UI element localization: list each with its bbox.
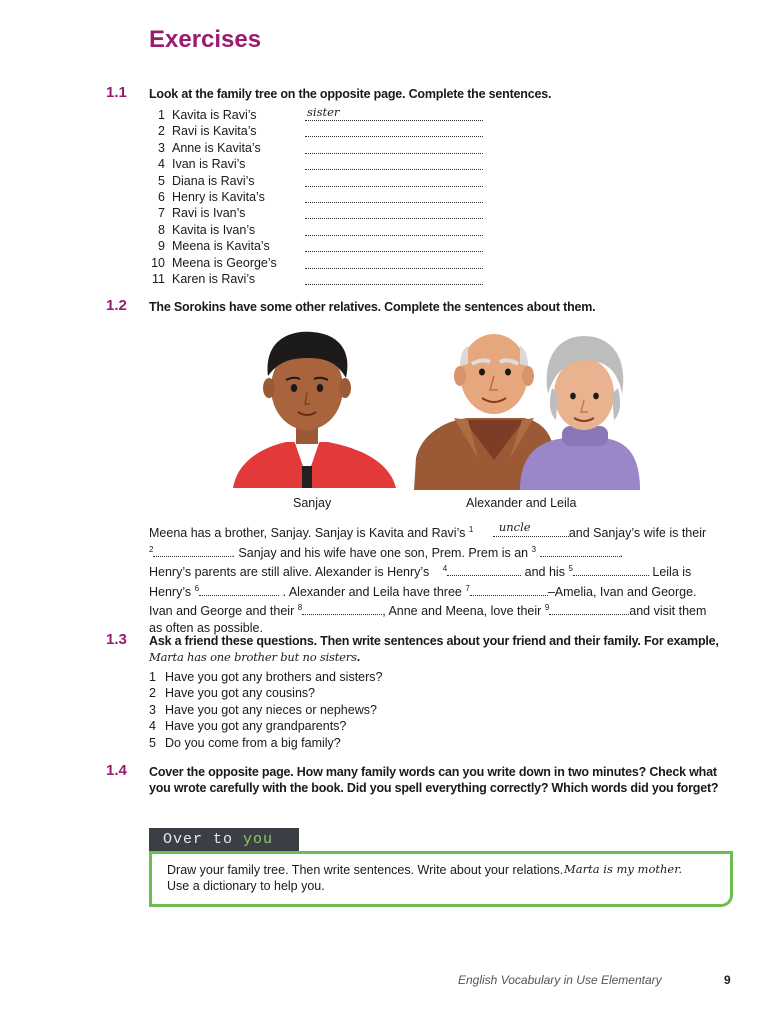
answer-line[interactable] [305, 169, 483, 170]
exercise-number-1-4: 1.4 [106, 762, 127, 779]
instruction-text: . [356, 650, 361, 664]
exercise-1-1-instruction: Look at the family tree on the opposite page. Complete the sentences. [149, 87, 552, 101]
caption-alexander-leila: Alexander and Leila [466, 496, 577, 510]
item-text: Anne is Kavita’s [172, 140, 261, 155]
exercise-number-1-1: 1.1 [106, 84, 127, 101]
page-number: 9 [724, 973, 731, 987]
gap-5[interactable] [573, 564, 649, 576]
item-text: Have you got any brothers and sisters? [165, 670, 383, 684]
item-number: 8 [158, 222, 165, 237]
exercise-1-3-instruction [149, 633, 719, 665]
item-number: 1 [158, 108, 165, 122]
list-item [149, 719, 382, 735]
list-item [149, 206, 509, 222]
caption-sanjay: Sanjay [293, 496, 332, 510]
item-number: 3 [149, 702, 156, 717]
item-text: Ravi is Kavita’s [172, 124, 257, 139]
paragraph-text: as often as possible. [149, 620, 263, 635]
item-text: Have you got any nieces or nephews? [165, 702, 377, 717]
gap-6[interactable] [199, 584, 279, 596]
paragraph-text: Leila is [652, 565, 692, 580]
gap-number: 8 [297, 603, 303, 613]
instruction-text: Ask a friend these questions. Then write sentences about your friend and their family. For example, [149, 634, 719, 648]
gap-8[interactable] [302, 603, 382, 615]
item-text: Ivan is Ravi’s [172, 157, 246, 172]
list-item [149, 272, 509, 288]
item-text: Meena is Kavita’s [172, 239, 270, 254]
example-text: Marta has one brother but no sisters [149, 650, 357, 664]
gap-2[interactable] [153, 545, 231, 557]
item-number: 9 [158, 239, 165, 254]
exercise-1-3-list [149, 670, 382, 752]
gap-number: 9 [544, 603, 550, 613]
list-item [149, 124, 509, 140]
item-text: Have you got any cousins? [165, 686, 316, 701]
list-item [149, 223, 509, 239]
relatives-illustration [228, 328, 643, 490]
item-number: 6 [158, 189, 165, 204]
list-item [149, 105, 509, 124]
list-item [149, 239, 509, 255]
exercise-1-1-list [149, 105, 509, 288]
item-number: 3 [158, 140, 165, 155]
item-text: Ravi is Ivan’s [172, 206, 246, 221]
gap-number: 6 [194, 583, 200, 593]
sanjay-illustration [233, 332, 396, 488]
answer-line[interactable] [305, 120, 483, 121]
gap-number: 7 [465, 583, 470, 593]
item-text: Do you come from a big family? [165, 735, 341, 750]
list-item [149, 670, 382, 686]
over-to-you-tag [149, 828, 299, 851]
page-title: Exercises [149, 26, 262, 53]
paragraph-text: . Sanjay and his wife have one son, Prem. Prem is an [231, 545, 529, 560]
gap-7[interactable] [470, 584, 548, 596]
answer-line[interactable] [305, 268, 483, 269]
item-number: 7 [158, 206, 165, 221]
item-number: 5 [149, 735, 156, 750]
exercise-1-2-paragraph [149, 522, 729, 636]
box-example: Marta is my mother. [564, 862, 683, 876]
item-text: Kavita is Ivan’s [172, 222, 256, 237]
paragraph-text: . [619, 545, 624, 560]
gap-number: 2 [149, 544, 154, 554]
paragraph-text: and his [524, 565, 565, 580]
box-text: Use a dictionary to help you. [167, 879, 325, 893]
answer-text: sister [307, 105, 340, 119]
list-item [149, 157, 509, 173]
list-item [149, 190, 509, 206]
gap-number: 1 [468, 525, 474, 534]
item-text: Diana is Ravi’s [172, 173, 255, 188]
answer-line[interactable] [305, 153, 483, 154]
item-number: 5 [158, 173, 165, 188]
exercise-1-4-instruction: Cover the opposite page. How many family words can you write down in two minutes? Check what you wrote carefully with the book. Did you spell everything correctly? Which words did you forget? [149, 765, 719, 795]
gap-answer: uncle [498, 520, 531, 535]
list-item [149, 174, 509, 190]
paragraph-text: Henry’s [149, 584, 192, 599]
answer-line[interactable] [305, 284, 483, 285]
item-text: Henry is Kavita’s [172, 189, 265, 204]
paragraph-text: and visit them [629, 604, 707, 619]
exercise-1-2-instruction: The Sorokins have some other relatives. Complete the sentences about them. [149, 300, 596, 314]
item-text: Meena is George’s [172, 255, 277, 270]
item-number: 4 [158, 157, 165, 172]
paragraph-text: , Anne and Meena, love their [382, 604, 542, 619]
list-item [149, 686, 382, 702]
gap-1[interactable] [493, 520, 569, 537]
answer-line[interactable] [305, 235, 483, 236]
gap-number: 3 [531, 544, 537, 554]
item-number: 4 [149, 719, 156, 734]
paragraph-text: Meena has a brother, Sanjay. Sanjay is Kavita and Ravi’s [149, 526, 466, 541]
paragraph-text: . Alexander and Leila have three [282, 584, 462, 599]
answer-line[interactable] [305, 202, 483, 203]
gap-3[interactable] [540, 545, 620, 557]
tag-text-highlight: you [243, 831, 274, 848]
answer-line[interactable] [305, 186, 483, 187]
item-text: Have you got any grandparents? [165, 719, 347, 734]
item-number: 2 [149, 686, 156, 701]
list-item [149, 141, 509, 157]
paragraph-text: and Sanjay’s wife is their [568, 526, 707, 541]
list-item [149, 736, 382, 752]
item-number: 11 [152, 271, 165, 286]
item-number: 2 [158, 124, 165, 139]
item-text: Kavita is Ravi’s [172, 108, 257, 122]
answer-line[interactable] [305, 218, 483, 219]
tag-text: Over to [163, 831, 244, 848]
box-text: Draw your family tree. Then write sentences. Write about your relations. [167, 863, 564, 877]
gap-4[interactable] [447, 564, 521, 576]
leila-illustration [520, 336, 640, 490]
item-number: 10 [151, 255, 165, 270]
list-item [149, 703, 382, 719]
gap-9[interactable] [549, 603, 629, 615]
paragraph-text: Henry’s parents are still alive. Alexander is Henry’s [149, 565, 430, 580]
over-to-you-box [149, 851, 733, 907]
gap-number: 5 [568, 564, 573, 574]
item-number: 1 [149, 670, 156, 684]
answer-line[interactable] [305, 136, 483, 137]
item-text: Karen is Ravi’s [172, 271, 256, 286]
paragraph-text: –Amelia, Ivan and George. [547, 584, 697, 599]
exercise-number-1-3: 1.3 [106, 631, 127, 648]
footer-book-title: English Vocabulary in Use Elementary [458, 973, 662, 987]
exercise-number-1-2: 1.2 [106, 297, 127, 314]
paragraph-text: Ivan and George and their [149, 604, 295, 619]
list-item [149, 256, 509, 272]
gap-number: 4 [442, 564, 448, 574]
answer-line[interactable] [305, 251, 483, 252]
